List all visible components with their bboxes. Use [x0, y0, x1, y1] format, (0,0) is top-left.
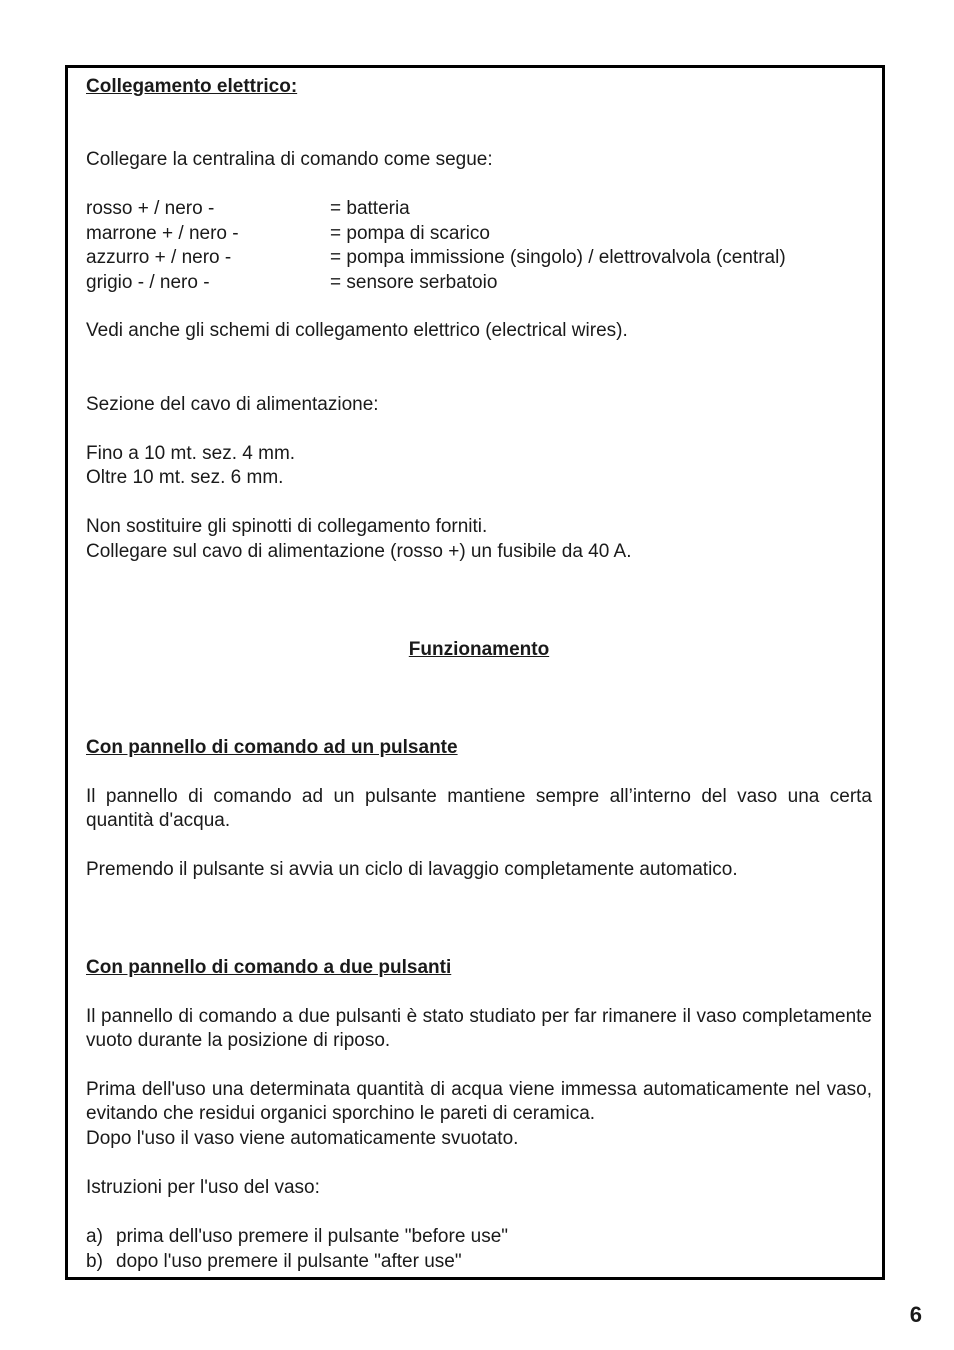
- wiring-intro: Collegare la centralina di comando come segue:: [86, 149, 493, 170]
- cable-spec-2: Oltre 10 mt. sez. 6 mm.: [86, 467, 284, 488]
- cable-spec-1: Fino a 10 mt. sez. 4 mm.: [86, 443, 296, 464]
- wire-target-2: = pompa di scarico: [330, 223, 490, 244]
- see-also-note: Vedi anche gli schemi di collegamento elettrico (electrical wires).: [86, 320, 628, 341]
- step-text: dopo l'uso premere il pulsante "after use": [116, 1251, 462, 1272]
- instruction-step-b: [86, 1250, 462, 1274]
- step-text: prima dell'uso premere il pulsante "before use": [116, 1226, 509, 1247]
- wire-label-3: azzurro + / nero -: [86, 247, 232, 268]
- double-button-para-3: Dopo l'uso il vaso viene automaticamente svuotato.: [86, 1128, 519, 1149]
- step-label: a): [86, 1226, 103, 1247]
- single-button-para-1: Il pannello di comando ad un pulsante mantiene sempre all’interno del vaso una certa quantità d'acqua.: [86, 786, 872, 831]
- instruction-step-a: [86, 1225, 508, 1249]
- wire-target-3: = pompa immissione (singolo) / elettrovalvola (central): [330, 247, 786, 268]
- cable-section-title: Sezione del cavo di alimentazione:: [86, 394, 379, 415]
- double-button-para-2: Prima dell'uso una determinata quantità di acqua viene immessa automaticamente nel vaso, evitando che residui organici sporchino le pareti di ceramica.: [86, 1079, 872, 1124]
- wire-label-4: grigio - / nero -: [86, 272, 210, 293]
- step-label: b): [86, 1251, 103, 1272]
- wire-target-1: = batteria: [330, 198, 410, 219]
- connector-note: Non sostituire gli spinotti di collegamento forniti.: [86, 516, 488, 537]
- single-button-para-2: Premendo il pulsante si avvia un ciclo di lavaggio completamente automatico.: [86, 859, 738, 880]
- heading-operation: Funzionamento: [408, 639, 550, 660]
- fuse-note: Collegare sul cavo di alimentazione (rosso +) un fusibile da 40 A.: [86, 541, 632, 562]
- heading-single-button: Con pannello di comando ad un pulsante: [86, 737, 458, 758]
- wire-label-1: rosso + / nero -: [86, 198, 215, 219]
- instructions-title: Istruzioni per l'uso del vaso:: [86, 1177, 320, 1198]
- heading-electrical-connection: Collegamento elettrico:: [86, 76, 298, 97]
- heading-double-button: Con pannello di comando a due pulsanti: [86, 957, 452, 978]
- wire-target-4: = sensore serbatoio: [330, 272, 498, 293]
- double-button-para-1: Il pannello di comando a due pulsanti è stato studiato per far rimanere il vaso completamente vuoto durante la posizione di riposo.: [86, 1006, 872, 1051]
- page-number: 6: [909, 1302, 922, 1327]
- wire-label-2: marrone + / nero -: [86, 223, 239, 244]
